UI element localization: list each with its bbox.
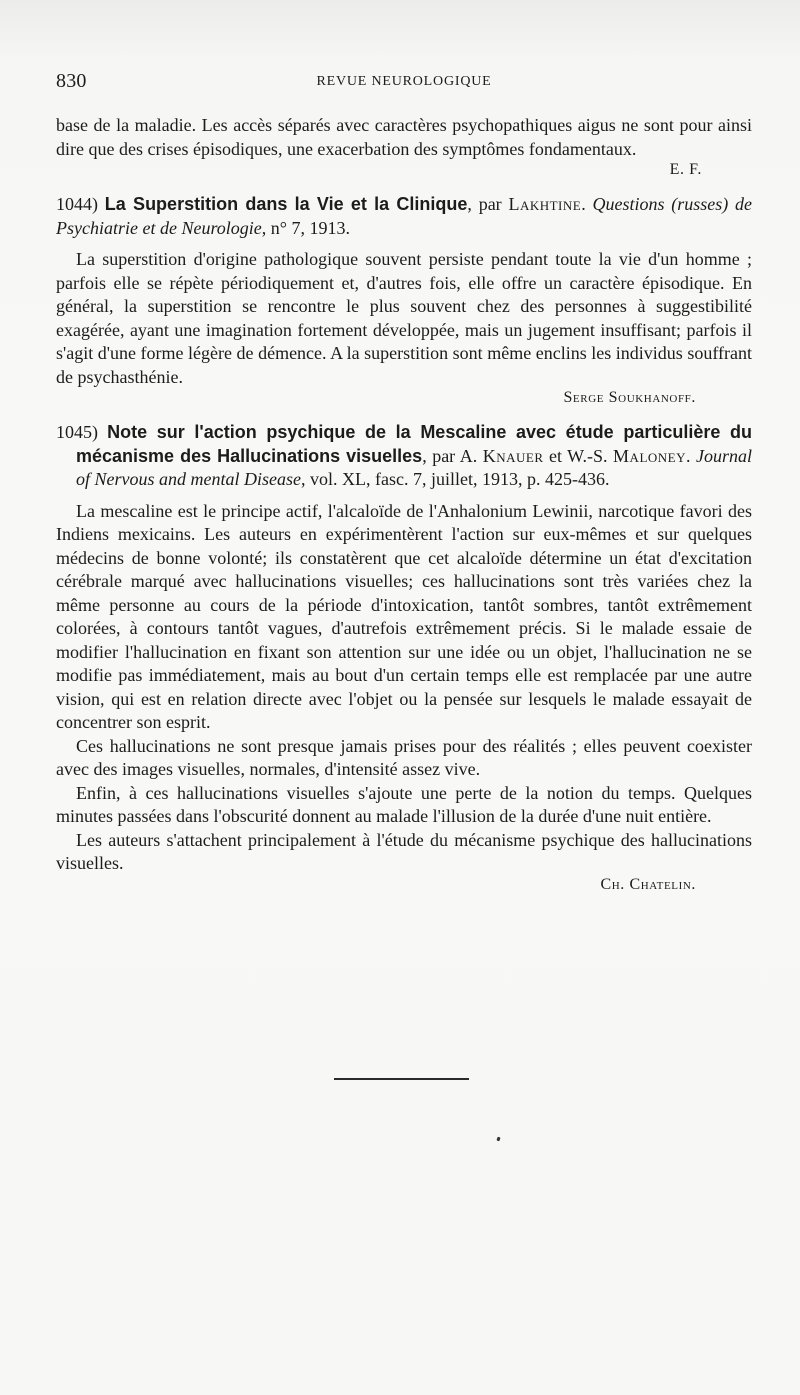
entry-paragraph: La mescaline est le principe actif, l'alcaloïde de l'Anhalonium Lewinii, narcotique favori des Indiens mexicains. Les auteurs en expérimentèrent l'action sur eux-mêmes et sur quelques médecins de bonne volonté; ils constatèrent que cet alcaloïde détermine un état d'excitation cérébrale marqué avec hallucinations visuelles; ces hallucinations sont très variées chez la même personne au cours de la période d'intoxication, tantôt sombres, tantôt extrêmement colorées, à contours tantôt vagues, d'autrefois extrêmement précis. Si le malade essaie de modifier l'hallucination en fixant son attention sur une idée ou un objet, l'hallucination ne se modifie pas immédiatement, mais au bout d'un certain temps elle est remplacée par une autre vision, qui est en relation directe avec l'objet ou la pensée sur lesquels le malade essayait de concentrer son esprit. [56,500,752,732]
entry-body [56,500,752,876]
entry-signature: Serge Soukhanoff. [563,389,696,406]
entry-author: Lakhtine [508,194,582,214]
entry-paragraph: La superstition d'origine pathologique souvent persiste pendant toute la vie d'un homme ; parfois elle se répète périodiquement et, d'autres fois, elle offre un caractère épisodique. En général, la superstition se rencontre le plus souvent chez des personnes à suggestibilité exagérée, ayant une imagination fortement développée, mais un jugement insuffisant; parfois il s'agit d'une forme légère de démence. A la superstition sont même enclins les individus souffrant de psychasthénie. [56,249,752,387]
document-page [56,70,752,894]
entry-heading [56,193,752,240]
entry-author: Knauer [482,445,544,466]
entry-body [56,248,752,389]
entry-author-2: Maloney [613,445,686,466]
entry-1045 [56,421,752,894]
entry-author-sep: . [581,194,593,214]
entry-paragraph: Les auteurs s'attachent principalement à l'étude du mécanisme psychique des hallucinations visuelles. [56,829,752,873]
page-number: 830 [56,70,87,92]
entry-paragraph: Ces hallucinations ne sont presque jamais prises pour des réalités ; elles peuvent coexister avec des images visuelles, normales, d'intensité assez vive. [56,735,752,779]
entry-number: 1045) [56,422,98,442]
running-header [56,70,752,100]
ink-speck [496,1137,500,1142]
entry-title: La Superstition dans la Vie et la Clinique [104,194,468,214]
entry-1044 [56,193,752,407]
entry-heading [56,421,752,492]
entry-signature-line [56,876,752,894]
entry-paragraph: Enfin, à ces hallucinations visuelles s'ajoute une perte de la notion du temps. Quelques minutes passées dans l'obscurité donnent au malade l'illusion de la durée d'une nuit entière. [56,782,752,826]
entry-by: , par [467,194,509,214]
journal-title: REVUE NEUROLOGIQUE [316,74,492,89]
signature-ef: E. F. [669,161,702,178]
continuation-text: base de la maladie. Les accès séparés avec caractères psychopathiques aigus ne sont pour ainsi dire que des crises épisodiques, une exacerbation des symptômes fondamentaux. [56,115,752,159]
entry-signature: Ch. Chatelin. [600,875,696,893]
entry-authors-join: et W.-S. [543,445,614,466]
entry-author-sep: . [686,445,697,466]
entry-source: Journal of Nervous and mental Disease [76,445,753,489]
entry-by: , par A. [422,445,483,466]
entry-number: 1044) [56,194,98,214]
entry-signature-line [56,389,752,407]
continuation-signature-line [56,161,752,179]
entry-details: , vol. XL, fasc. 7, juillet, 1913, p. 425-436. [300,469,610,489]
continuation-paragraph [56,114,752,161]
entry-title: Note sur l'action psychique de la Mescaline avec étude particulière du mécanisme des Hallucinations visuelles [76,422,752,466]
entry-source: Questions (russes) de Psychiatrie et de Neurologie [56,194,753,238]
section-divider-rule [334,1078,469,1080]
entry-details: , n° 7, 1913. [261,217,350,238]
